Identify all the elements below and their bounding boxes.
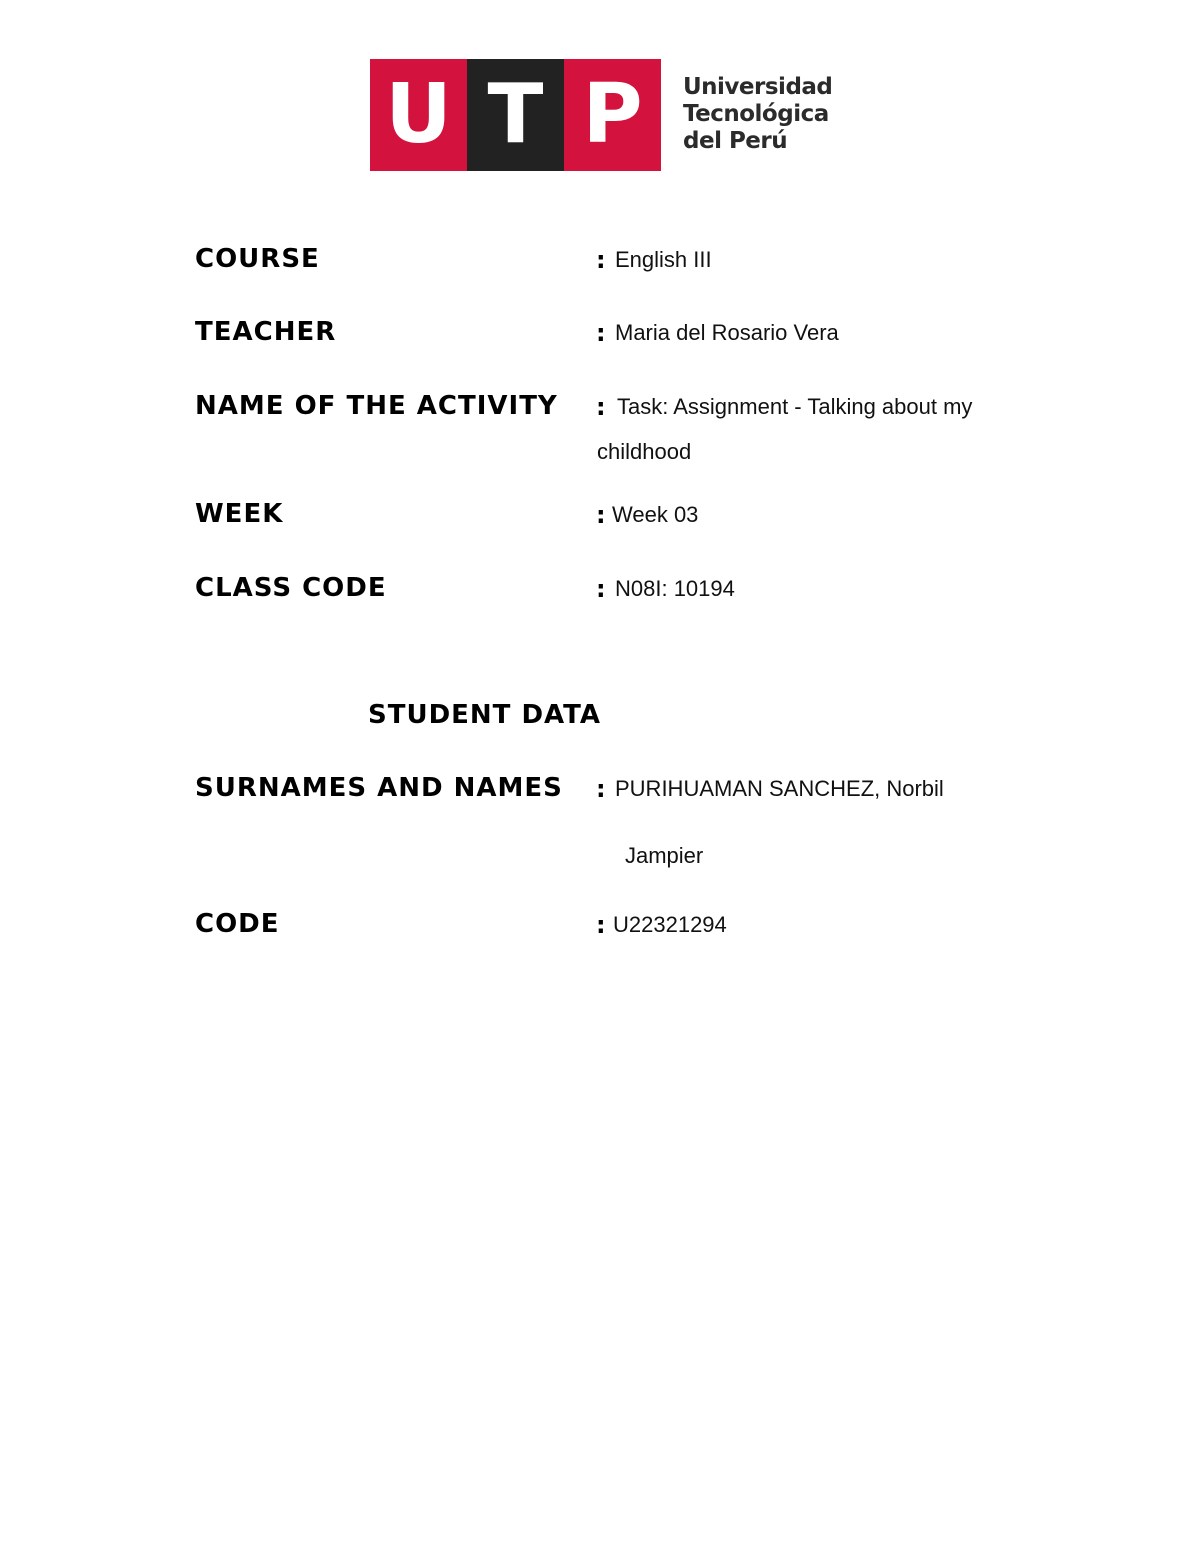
- names-value-line-2: Jampier: [625, 843, 704, 868]
- code-value: U22321294: [613, 912, 727, 937]
- teacher-value: Maria del Rosario Vera: [615, 320, 839, 345]
- week-colon: :: [596, 501, 606, 529]
- course-colon: :: [596, 246, 606, 274]
- logo-letter-u: U: [370, 59, 467, 171]
- names-colon: :: [596, 775, 606, 803]
- logo-wordmark-line-2: Tecnológica: [683, 101, 829, 127]
- logo-wordmark: [683, 74, 832, 155]
- logo-letter-t: T: [467, 59, 564, 171]
- activity-label: NAME OF THE ACTIVITY: [195, 391, 558, 421]
- activity-value-line-2: childhood: [597, 439, 692, 464]
- code-colon: :: [596, 911, 606, 939]
- utp-logo: [370, 59, 833, 171]
- class-code-label: CLASS CODE: [195, 573, 387, 603]
- names-label: SURNAMES AND NAMES: [195, 773, 563, 803]
- course-label: COURSE: [195, 244, 320, 274]
- teacher-colon: :: [596, 319, 606, 347]
- course-value: English III: [615, 247, 712, 272]
- week-value: Week 03: [612, 502, 699, 527]
- activity-value-line-1: Task: Assignment - Talking about my: [617, 394, 973, 419]
- logo-wordmark-line-1: Universidad: [683, 74, 833, 100]
- logo-letter-p: P: [564, 59, 661, 171]
- activity-colon: :: [596, 393, 606, 421]
- week-label: WEEK: [195, 499, 284, 529]
- class-code-value: N08I: 10194: [615, 576, 735, 601]
- student-data-heading: STUDENT DATA: [368, 700, 601, 730]
- logo-wordmark-line-3: del Perú: [683, 128, 788, 154]
- teacher-label: TEACHER: [195, 317, 337, 347]
- code-label: CODE: [195, 909, 280, 939]
- names-value-line-1: PURIHUAMAN SANCHEZ, Norbil: [615, 776, 944, 801]
- class-code-colon: :: [596, 575, 606, 603]
